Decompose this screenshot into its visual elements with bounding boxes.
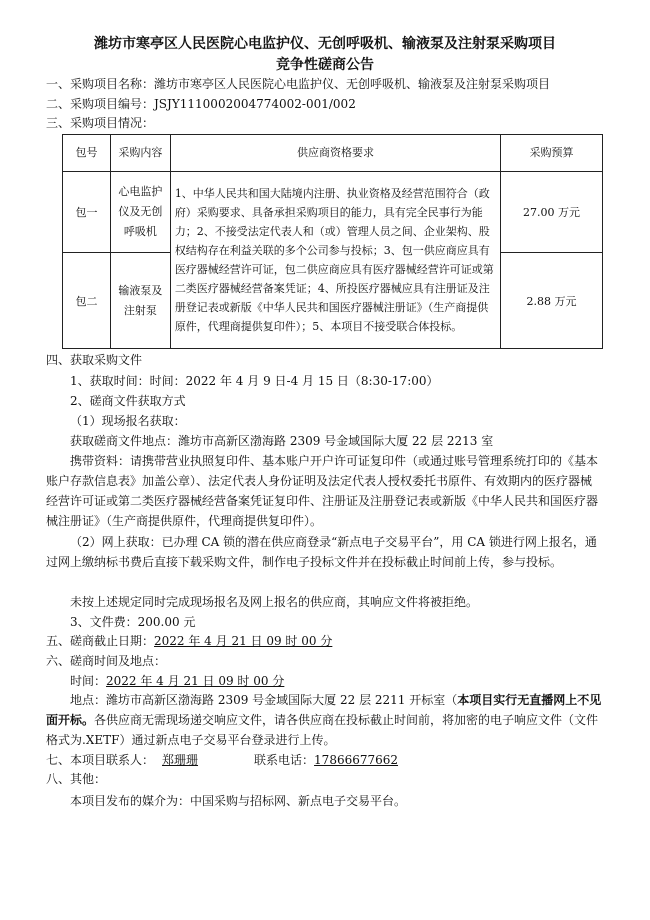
- obtain-time: 1、获取时间：时间：2022 年 4 月 9 日-4 月 15 日（8:30-17:00）: [70, 374, 439, 388]
- consult-time-value: 2022 年 4 月 21 日 09 时 00 分: [106, 674, 285, 688]
- rejection-note: 未按上述规定同时完成现场报名及网上报名的供应商，其响应文件将被拒绝。: [70, 595, 479, 609]
- obtain-method: 2、磋商文件获取方式: [70, 394, 186, 408]
- consult-place-text: 地点：潍坊市高新区渤海路 2309 号金域国际大厦 22 层 2211 开标室（: [70, 693, 458, 707]
- header-package: 包号: [63, 135, 111, 172]
- section-project-info: 三、采购项目情况：: [46, 116, 155, 130]
- contact-name: 郑珊珊: [162, 753, 199, 767]
- deadline-value: 2022 年 4 月 21 日 09 时 00 分: [154, 634, 333, 648]
- consult-place-bold: 本项目实行无直播网上不见面开标。: [46, 693, 602, 727]
- contact-phone: 17866677662: [314, 753, 399, 767]
- deadline-label: 五、磋商截止日期：: [46, 634, 155, 648]
- publication-media: 本项目发布的媒介为：中国采购与招标网、新点电子交易平台。: [70, 794, 407, 808]
- section-project-number: 二、采购项目编号：JSJY1110002004774002-001/002: [46, 97, 356, 111]
- contact-phone-label: 联系电话：: [254, 753, 315, 767]
- document-fee: 3、文件费：200.00 元: [70, 615, 196, 629]
- row1-content: 心电监护仪及无创呼吸机: [110, 172, 170, 253]
- consult-time: [70, 671, 602, 691]
- header-requirements: 供应商资格要求: [170, 135, 500, 172]
- onsite-materials: 携带资料：请携带营业执照复印件、基本账户开户许可证复印件（或通过账号管理系统打印的《基本账户存款信息表》加盖公章）、法定代表人身份证明及法定代表人授权委托书原件、有效期内的医疗器械经营许可证或第二类医疗器械经营备案凭证复印件、注册证及注册登记表或新版《中华人民共和国医疗器械注册证》（生产商提供原件，代理商提供复印件）。: [46, 454, 599, 528]
- consult-place: [46, 690, 602, 750]
- header-content: 采购内容: [110, 135, 170, 172]
- consult-time-label: 时间：: [70, 674, 107, 688]
- section-deadline: [46, 631, 602, 651]
- section-contact: [46, 750, 602, 770]
- supplier-requirements: 1、中华人民共和国大陆境内注册、执业资格及经营范围符合（政府）采购要求、具备承担采购项目的能力，具有完全民事行为能力；2、不接受法定代表人和（或）管理人员之间、企业架构、股权结构存在利益关联的多个公司参与投标；3、包一供应商应具有医疗器械经营许可证，包二供应商应具有医疗器械经营许可证或第二类医疗器械经营备案凭证；4、所投医疗器械应具有注册证及注册登记表或新版《中华人民共和国医疗器械注册证》（生产商提供原件，代理商提供复印件）；5、本项目不接受联合体投标。: [170, 172, 500, 349]
- doc-title-line2: 竞争性磋商公告: [276, 57, 374, 73]
- doc-title-line1: 潍坊市寒亭区人民医院心电监护仪、无创呼吸机、输液泵及注射泵采购项目: [94, 36, 556, 52]
- section-time-place: 六、磋商时间及地点：: [46, 654, 167, 668]
- section-other: 八、其他：: [46, 772, 107, 786]
- contact-label: 七、本项目联系人：: [46, 753, 155, 767]
- row2-content: 输液泵及注射泵: [110, 253, 170, 349]
- online-registration: （2）网上获取：已办理 CA 锁的潜在供应商登录“新点电子交易平台”，用 CA 锁进行网上报名，通过网上缴纳标书费后直接下载采购文件，制作电子投标文件并在投标截止时间前上传，参与投标。: [46, 535, 597, 569]
- row1-package: 包一: [63, 172, 111, 253]
- header-budget: 采购预算: [501, 135, 603, 172]
- table-row: [63, 172, 603, 253]
- row1-budget: 27.00 万元: [501, 172, 603, 253]
- row2-budget: 2.88 万元: [501, 253, 603, 349]
- procurement-table: [62, 134, 603, 349]
- onsite-location: 获取磋商文件地点：潍坊市高新区渤海路 2309 号金域国际大厦 22 层 2213 室: [70, 434, 494, 448]
- table-header-row: [63, 135, 603, 172]
- section-project-name: 一、采购项目名称：潍坊市寒亭区人民医院心电监护仪、无创呼吸机、输液泵及注射泵采购项目: [46, 77, 551, 91]
- consult-place-note: 各供应商无需现场递交响应文件，请各供应商在投标截止时间前，将加密的电子响应文件（文件格式为.XETF）通过新点电子交易平台登录进行上传。: [46, 713, 599, 747]
- row2-package: 包二: [63, 253, 111, 349]
- section-obtain-docs: 四、获取采购文件: [46, 353, 143, 367]
- onsite-registration: （1）现场报名获取：: [70, 414, 186, 428]
